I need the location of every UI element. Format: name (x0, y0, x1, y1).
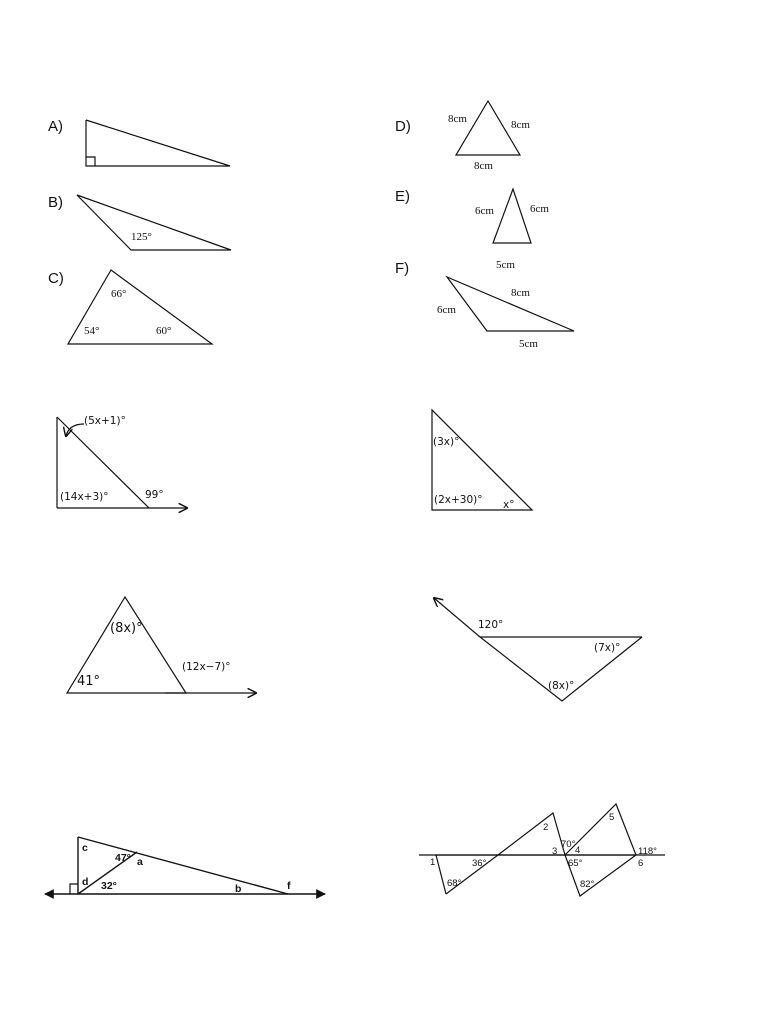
extension-arrow (434, 598, 480, 637)
triangle-b (48, 194, 231, 250)
side-bottom-8cm: 8cm (474, 160, 493, 172)
label-c: c (82, 842, 88, 854)
label-e: E) (395, 188, 410, 205)
angle-top: (5x+1)° (84, 415, 126, 427)
label-f: F) (395, 260, 410, 277)
angle-32: 32° (101, 880, 117, 892)
label-d: d (82, 876, 89, 888)
label-b: B) (48, 194, 63, 211)
problem-5 (45, 837, 325, 895)
label-a: A) (48, 118, 63, 135)
label-d: D) (395, 118, 411, 135)
angle-68: 68° (447, 878, 462, 889)
angle-right: (7x)° (594, 642, 621, 654)
side-bottom-5cm: 5cm (496, 259, 515, 271)
label-4: 4 (575, 845, 581, 856)
angle-65: 65° (568, 858, 583, 869)
angle-82: 82° (580, 879, 595, 890)
triangle-d (395, 101, 530, 172)
angle-top: (3x)° (433, 436, 460, 448)
label-2: 2 (543, 822, 549, 833)
angle-left: (14x+3)° (60, 491, 109, 503)
label-a: a (137, 856, 143, 868)
triangle-a (48, 118, 230, 166)
triangle-f (395, 260, 574, 350)
exterior-angle: 99° (145, 489, 164, 501)
angle-66: 66° (111, 288, 127, 300)
problem-6 (419, 804, 665, 896)
exterior-angle: 120° (478, 619, 504, 631)
angle-47: 47° (115, 852, 131, 864)
angle-60: 60° (156, 325, 172, 337)
label-5: 5 (609, 812, 615, 823)
label-6: 6 (638, 858, 644, 869)
triangle-left (436, 855, 498, 894)
angle-bottom: (8x)° (548, 680, 575, 692)
angle-top: (8x)° (110, 621, 143, 636)
problem-1 (57, 415, 187, 508)
angle-left: 41° (77, 674, 101, 689)
angle-right: x° (503, 499, 515, 511)
side-right-8cm: 8cm (511, 119, 530, 131)
angle-125: 125° (131, 231, 152, 243)
angle-54: 54° (84, 325, 100, 337)
problem-3 (67, 597, 256, 693)
angle-70: 70° (561, 839, 576, 850)
right-triangle-shape (86, 120, 230, 166)
right-angle-mark (70, 884, 78, 894)
exterior-angle: (12x−7)° (182, 661, 231, 673)
side-top-8cm: 8cm (511, 287, 530, 299)
triangle-e (395, 188, 549, 271)
side-bottom-5cm: 5cm (519, 338, 538, 350)
side-left-6cm: 6cm (475, 205, 494, 217)
side-left-6cm: 6cm (437, 304, 456, 316)
label-b: b (235, 883, 242, 895)
side-right-6cm: 6cm (530, 203, 549, 215)
isosceles-triangle-shape (493, 189, 531, 243)
obtuse-triangle-shape (77, 195, 231, 250)
problem-4 (434, 598, 642, 701)
side-left-8cm: 8cm (448, 113, 467, 125)
angle-left: (2x+30)° (434, 494, 483, 506)
label-f: f (287, 880, 291, 892)
label-1: 1 (430, 857, 436, 868)
triangle-c (48, 270, 212, 344)
angle-36: 36° (472, 858, 487, 869)
scalene-triangle-shape (447, 277, 574, 331)
label-3: 3 (552, 846, 558, 857)
angle-118: 118° (638, 846, 657, 857)
right-angle-mark (86, 157, 95, 166)
label-c: C) (48, 270, 64, 287)
problem-2 (432, 410, 532, 511)
